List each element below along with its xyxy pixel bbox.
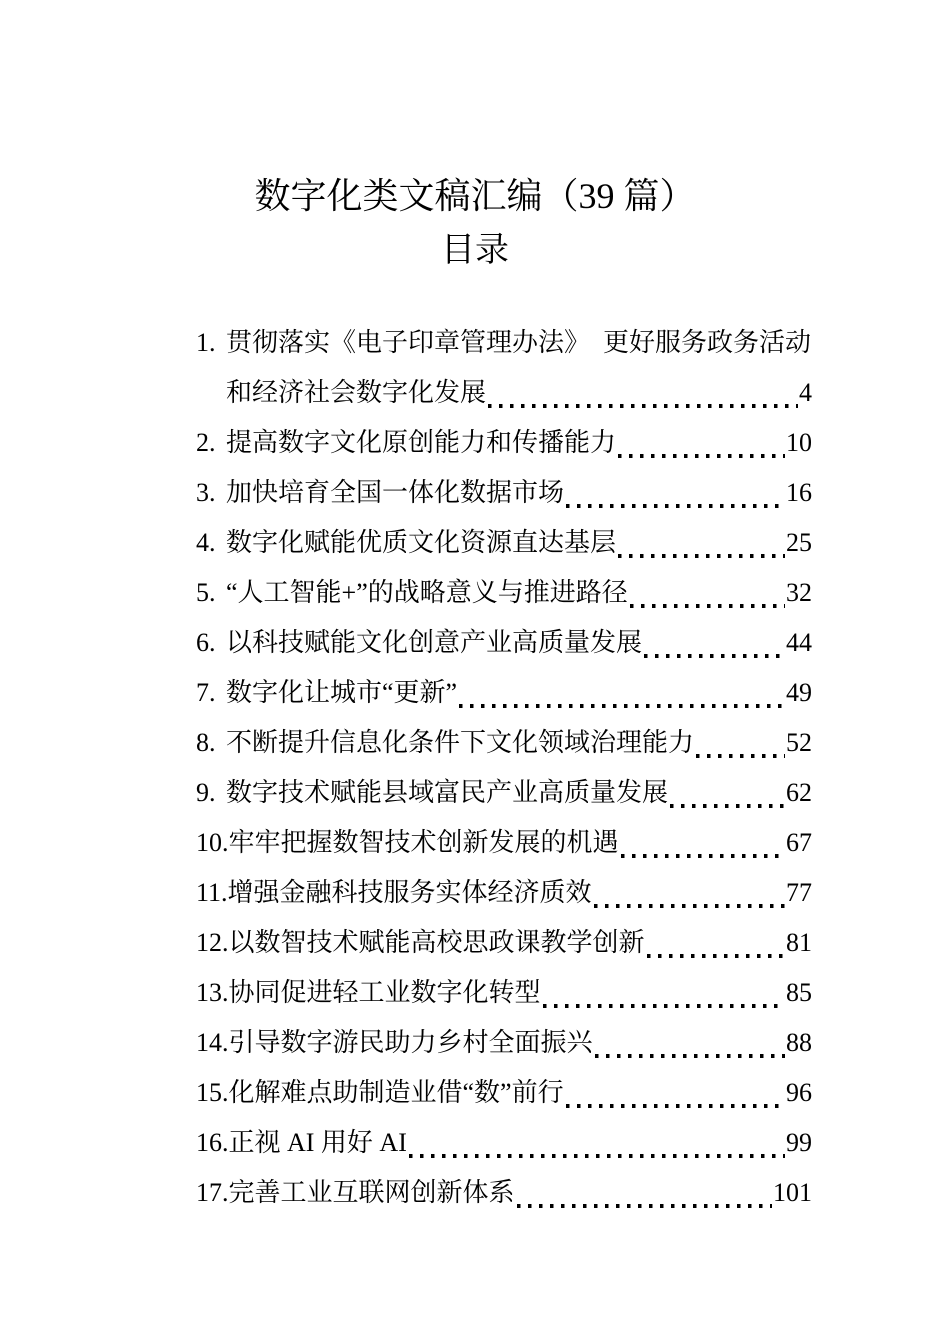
dot-leader	[517, 1204, 772, 1208]
toc-page-number: 25	[786, 528, 812, 557]
toc-entry-number: 5.	[196, 578, 216, 607]
toc-entry-number: 9.	[196, 778, 216, 807]
toc-entry[interactable]	[196, 418, 812, 468]
dot-leader	[566, 1104, 785, 1108]
toc-entry-number: 1.	[196, 328, 216, 357]
toc-line	[196, 1168, 812, 1218]
toc-entry-title: 增强金融科技服务实体经济质效	[227, 878, 592, 907]
toc-line	[196, 518, 812, 568]
dot-leader	[595, 1054, 785, 1058]
toc-entry[interactable]	[196, 918, 812, 968]
toc-page-number: 67	[786, 828, 812, 857]
toc-entry[interactable]	[196, 668, 812, 718]
toc-entry[interactable]	[196, 818, 812, 868]
toc-line	[196, 468, 812, 518]
toc-list	[196, 318, 812, 1218]
toc-entry-title: 完善工业互联网创新体系	[228, 1178, 515, 1207]
toc-heading: 目录	[441, 232, 509, 269]
toc-page-number: 32	[786, 578, 812, 607]
toc-line	[196, 368, 812, 418]
toc-entry[interactable]	[196, 1168, 812, 1218]
toc-entry-title: 正视 AI 用好 AI	[228, 1128, 407, 1157]
toc-line	[196, 1018, 812, 1068]
toc-line	[196, 568, 812, 618]
dot-leader	[630, 604, 785, 608]
toc-page-number: 88	[786, 1028, 812, 1057]
toc-entry-number: 8.	[196, 728, 216, 757]
toc-entry-title: 贯彻落实《电子印章管理办法》 更好服务政务活动	[226, 328, 812, 357]
dot-leader	[644, 654, 785, 658]
toc-line	[196, 968, 812, 1018]
toc-page-number: 96	[786, 1078, 812, 1107]
toc-entry[interactable]	[196, 618, 812, 668]
toc-entry-title: 以数智技术赋能高校思政课教学创新	[228, 928, 645, 957]
toc-entry[interactable]	[196, 1018, 812, 1068]
toc-entry-title: 协同促进轻工业数字化转型	[228, 978, 541, 1007]
toc-entry[interactable]	[196, 868, 812, 918]
toc-entry-number: 17.	[196, 1178, 229, 1207]
toc-entry-number: 14.	[196, 1028, 229, 1057]
toc-line	[196, 718, 812, 768]
toc-entry-title: 牢牢把握数智技术创新发展的机遇	[228, 828, 619, 857]
toc-entry[interactable]	[196, 968, 812, 1018]
toc-page-number: 16	[786, 478, 812, 507]
toc-entry[interactable]	[196, 718, 812, 768]
toc-page-number: 62	[786, 778, 812, 807]
toc-entry-number: 15.	[196, 1078, 229, 1107]
toc-entry-number: 7.	[196, 678, 216, 707]
toc-entry[interactable]	[196, 1068, 812, 1118]
toc-page-number: 4	[799, 378, 812, 407]
dot-leader	[618, 454, 785, 458]
toc-entry-number: 11.	[196, 878, 228, 907]
toc-entry[interactable]	[196, 768, 812, 818]
dot-leader	[647, 954, 785, 958]
toc-entry[interactable]	[196, 518, 812, 568]
toc-line	[196, 1068, 812, 1118]
toc-page-number: 77	[786, 878, 812, 907]
toc-page-number: 10	[786, 428, 812, 457]
toc-page-number: 85	[786, 978, 812, 1007]
toc-entry-number: 16.	[196, 1128, 229, 1157]
toc-line	[196, 868, 812, 918]
dot-leader	[459, 704, 785, 708]
toc-page-number: 81	[786, 928, 812, 957]
toc-entry[interactable]	[196, 568, 812, 618]
toc-line	[196, 618, 812, 668]
dot-leader	[621, 854, 785, 858]
toc-entry-title: 引导数字游民助力乡村全面振兴	[228, 1028, 593, 1057]
toc-entry-number: 10.	[196, 828, 229, 857]
toc-entry-number: 2.	[196, 428, 216, 457]
toc-line	[196, 768, 812, 818]
toc-entry[interactable]	[196, 318, 812, 418]
toc-entry-title: 和经济社会数字化发展	[226, 378, 487, 407]
toc-entry-number: 3.	[196, 478, 216, 507]
dot-leader	[696, 754, 785, 758]
toc-entry-number: 4.	[196, 528, 216, 557]
toc-line	[196, 818, 812, 868]
toc-entry-title: 以科技赋能文化创意产业高质量发展	[226, 628, 643, 657]
toc-line	[196, 1118, 812, 1168]
dot-leader	[594, 904, 785, 908]
toc-entry-title: 加快培育全国一体化数据市场	[226, 478, 565, 507]
toc-entry[interactable]	[196, 1118, 812, 1168]
dot-leader	[543, 1004, 785, 1008]
dot-leader	[488, 404, 798, 408]
toc-entry-number: 6.	[196, 628, 216, 657]
toc-entry-title: 不断提升信息化条件下文化领域治理能力	[226, 728, 695, 757]
toc-entry-title: 提高数字文化原创能力和传播能力	[226, 428, 617, 457]
toc-line	[196, 918, 812, 968]
toc-page-number: 49	[786, 678, 812, 707]
toc-entry-number	[196, 368, 226, 418]
toc-entry-title: 数字化让城市“更新”	[226, 678, 458, 707]
toc-page-number: 52	[786, 728, 812, 757]
toc-line	[196, 668, 812, 718]
toc-page-number: 99	[786, 1128, 812, 1157]
toc-page-number: 101	[773, 1178, 812, 1207]
toc-entry-title: 数字技术赋能县域富民产业高质量发展	[226, 778, 669, 807]
toc-line	[196, 418, 812, 468]
dot-leader	[670, 804, 785, 808]
dot-leader	[566, 504, 785, 508]
toc-entry-number: 13.	[196, 978, 229, 1007]
toc-line	[196, 318, 812, 368]
toc-entry-number: 12.	[196, 928, 229, 957]
toc-entry-title: 化解难点助制造业借“数”前行	[228, 1078, 564, 1107]
document-title: 数字化类文稿汇编（39 篇）	[254, 176, 696, 216]
dot-leader	[618, 554, 785, 558]
dot-leader	[409, 1154, 785, 1158]
toc-entry-title: “人工智能+”的战略意义与推进路径	[226, 578, 628, 607]
toc-page-number: 44	[786, 628, 812, 657]
toc-entry[interactable]	[196, 468, 812, 518]
toc-entry-title: 数字化赋能优质文化资源直达基层	[226, 528, 617, 557]
